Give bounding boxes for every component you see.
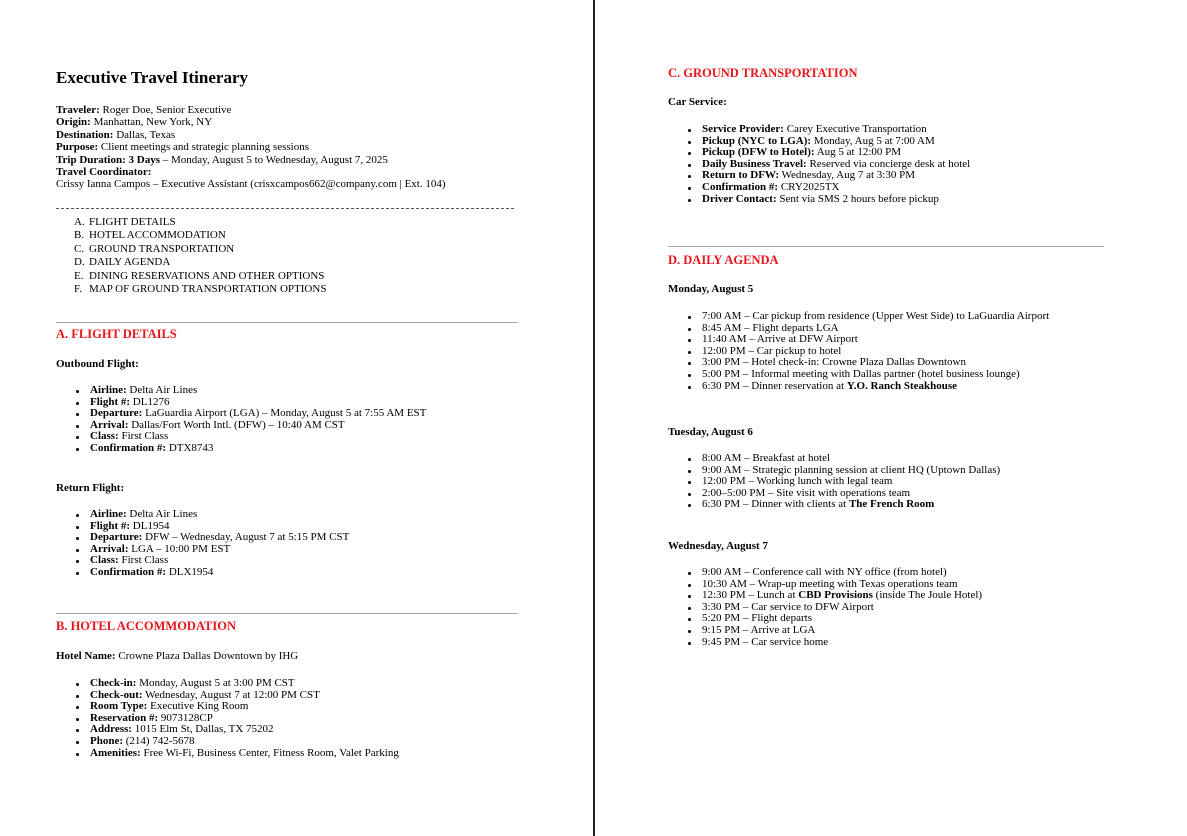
list-item: Driver Contact: Sent via SMS 2 hours before pickup: [688, 194, 970, 206]
list-item: 10:30 AM – Wrap-up meeting with Texas operations team: [688, 579, 982, 591]
meta-purpose: Purpose: Client meetings and strategic planning sessions: [56, 141, 309, 154]
section-divider: [668, 246, 1104, 247]
toc-item[interactable]: A. FLIGHT DETAILS: [74, 216, 176, 228]
section-heading-ground: C. GROUND TRANSPORTATION: [668, 66, 858, 80]
list-item: 8:45 AM – Flight departs LGA: [688, 323, 1049, 335]
list-item: 5:00 PM – Informal meeting with Dallas partner (hotel business lounge): [688, 369, 1049, 381]
car-service-list: [688, 124, 970, 205]
list-item: Daily Business Travel: Reserved via concierge desk at hotel: [688, 159, 970, 171]
list-item: 12:00 PM – Working lunch with legal team: [688, 476, 1000, 488]
list-item: 6:30 PM – Dinner with clients at The French Room: [688, 499, 1000, 511]
dashed-divider: [56, 208, 514, 209]
list-item: 11:40 AM – Arrive at DFW Airport: [688, 334, 1049, 346]
list-item: Flight #: DL1276: [76, 397, 426, 409]
agenda-day-wednesday: Wednesday, August 7: [668, 540, 768, 552]
list-item: Confirmation #: CRY2025TX: [688, 182, 970, 194]
list-item: Departure: DFW – Wednesday, August 7 at 5:15 PM CST: [76, 532, 349, 544]
list-item: Address: 1015 Elm St, Dallas, TX 75202: [76, 724, 399, 736]
hotel-name: Hotel Name: Crowne Plaza Dallas Downtown by IHG: [56, 650, 299, 662]
list-item: Pickup (NYC to LGA): Monday, Aug 5 at 7:00 AM: [688, 136, 970, 148]
table-of-contents: [74, 216, 326, 296]
list-item: Flight #: DL1954: [76, 521, 349, 533]
list-item: Airline: Delta Air Lines: [76, 509, 349, 521]
agenda-day-monday: Monday, August 5: [668, 283, 754, 295]
list-item: Class: First Class: [76, 555, 349, 567]
list-item: 3:00 PM – Hotel check-in: Crowne Plaza Dallas Downtown: [688, 357, 1049, 369]
section-divider: [56, 322, 518, 323]
section-divider: [56, 613, 518, 614]
agenda-day-tuesday: Tuesday, August 6: [668, 426, 753, 438]
list-item: Departure: LaGuardia Airport (LGA) – Monday, August 5 at 7:55 AM EST: [76, 408, 426, 420]
return-flight-title: Return Flight:: [56, 482, 125, 494]
list-item: Amenities: Free Wi-Fi, Business Center, Fitness Room, Valet Parking: [76, 748, 399, 760]
list-item: 12:30 PM – Lunch at CBD Provisions (inside The Joule Hotel): [688, 590, 982, 602]
section-heading-agenda: D. DAILY AGENDA: [668, 253, 779, 267]
section-heading-flight: A. FLIGHT DETAILS: [56, 327, 177, 341]
toc-item[interactable]: F. MAP OF GROUND TRANSPORTATION OPTIONS: [74, 283, 327, 296]
section-heading-hotel: B. HOTEL ACCOMMODATION: [56, 619, 236, 633]
trip-meta: [56, 104, 446, 191]
list-item: Check-in: Monday, August 5 at 3:00 PM CST: [76, 678, 399, 690]
meta-duration: Trip Duration: 3 Days – Monday, August 5 to Wednesday, August 7, 2025: [56, 153, 388, 166]
agenda-tuesday-list: [688, 453, 1000, 511]
car-service-title: Car Service:: [668, 96, 727, 108]
list-item: Confirmation #: DLX1954: [76, 567, 349, 579]
page-divider: [593, 0, 595, 836]
list-item: Reservation #: 9073128CP: [76, 713, 399, 725]
toc-item[interactable]: C. GROUND TRANSPORTATION: [74, 242, 235, 255]
list-item: 9:45 PM – Car service home: [688, 637, 982, 649]
toc-item[interactable]: D. DAILY AGENDA: [74, 256, 171, 269]
document-title: Executive Travel Itinerary: [56, 68, 248, 87]
list-item: 9:00 AM – Conference call with NY office (from hotel): [688, 567, 982, 579]
meta-destination: Destination: Dallas, Texas: [56, 128, 176, 141]
agenda-monday-list: [688, 311, 1049, 392]
list-item: 8:00 AM – Breakfast at hotel: [688, 453, 1000, 465]
outbound-flight-title: Outbound Flight:: [56, 358, 139, 370]
meta-coordinator: Travel Coordinator:: [56, 166, 152, 179]
return-flight-list: [76, 509, 349, 579]
list-item: Service Provider: Carey Executive Transportation: [688, 124, 970, 136]
list-item: Phone: (214) 742-5678: [76, 736, 399, 748]
list-item: 9:15 PM – Arrive at LGA: [688, 625, 982, 637]
list-item: Pickup (DFW to Hotel): Aug 5 at 12:00 PM: [688, 147, 970, 159]
list-item: 2:00–5:00 PM – Site visit with operations team: [688, 488, 1000, 500]
hotel-details-list: [76, 678, 399, 759]
list-item: 6:30 PM – Dinner reservation at Y.O. Ranch Steakhouse: [688, 381, 1049, 393]
list-item: Arrival: Dallas/Fort Worth Intl. (DFW) – 10:40 AM CST: [76, 420, 426, 432]
list-item: 7:00 AM – Car pickup from residence (Upper West Side) to LaGuardia Airport: [688, 311, 1049, 323]
outbound-flight-list: [76, 385, 426, 455]
meta-origin: Origin: Manhattan, New York, NY: [56, 116, 213, 129]
list-item: 3:30 PM – Car service to DFW Airport: [688, 602, 982, 614]
list-item: Return to DFW: Wednesday, Aug 7 at 3:30 PM: [688, 170, 970, 182]
list-item: 5:20 PM – Flight departs: [688, 613, 982, 625]
toc-item[interactable]: E. DINING RESERVATIONS AND OTHER OPTIONS: [74, 269, 325, 282]
list-item: 9:00 AM – Strategic planning session at client HQ (Uptown Dallas): [688, 465, 1000, 477]
list-item: Class: First Class: [76, 431, 426, 443]
list-item: Check-out: Wednesday, August 7 at 12:00 PM CST: [76, 690, 399, 702]
list-item: Arrival: LGA – 10:00 PM EST: [76, 544, 349, 556]
meta-traveler: Traveler: Roger Doe, Senior Executive: [56, 104, 232, 116]
agenda-wednesday-list: [688, 567, 982, 648]
list-item: Room Type: Executive King Room: [76, 701, 399, 713]
list-item: 12:00 PM – Car pickup to hotel: [688, 346, 1049, 358]
list-item: Confirmation #: DTX8743: [76, 443, 426, 455]
meta-coordinator-contact: Crissy Ianna Campos – Executive Assistant (crisxcampos662@company.com | Ext. 104): [56, 178, 446, 191]
list-item: Airline: Delta Air Lines: [76, 385, 426, 397]
toc-item[interactable]: B. HOTEL ACCOMMODATION: [74, 229, 226, 242]
